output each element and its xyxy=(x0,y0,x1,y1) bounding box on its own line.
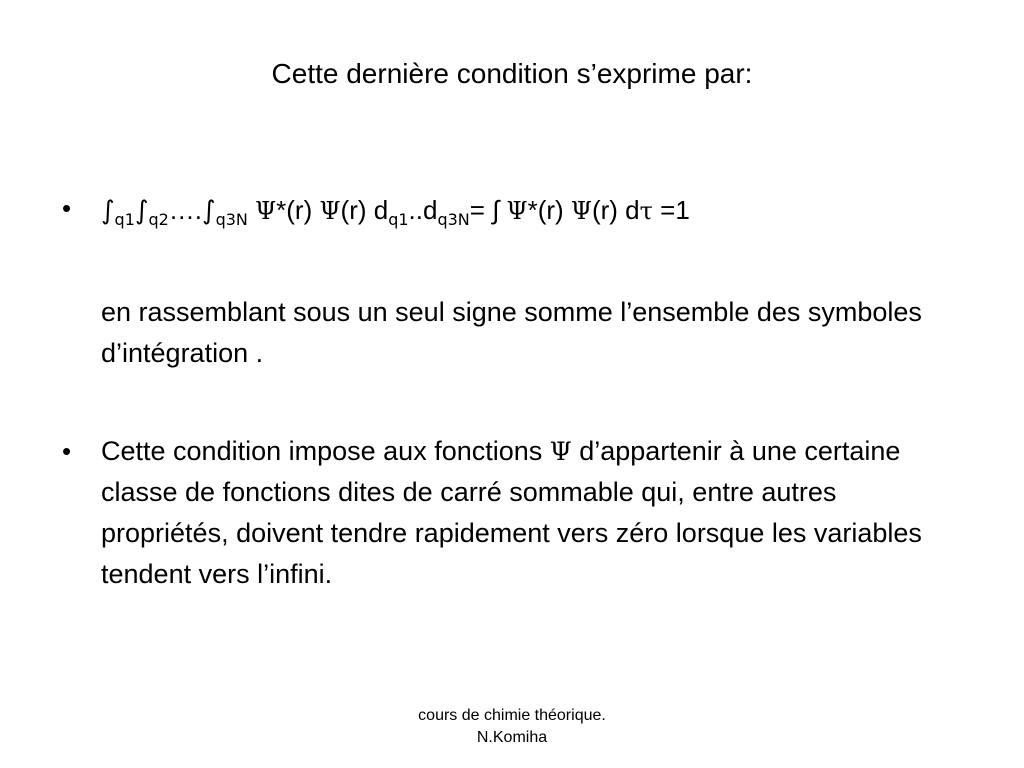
paragraph-text: Cette condition impose aux fonctions xyxy=(101,436,550,466)
footer-author: N.Komiha xyxy=(476,729,548,746)
footer-course-name: cours de chimie théorique. xyxy=(418,707,606,724)
bullet-marker: • xyxy=(62,193,72,223)
equation-text: *(r) xyxy=(527,195,571,225)
subscript: q3N xyxy=(437,210,470,229)
psi-symbol: Ψ xyxy=(255,197,277,225)
tau-symbol: τ xyxy=(639,197,653,225)
bullet-marker: • xyxy=(62,436,72,466)
equation-text: ..d xyxy=(408,195,438,225)
paragraph-text: d’appartenir à une certaine classe de fonctions dites de carré sommable qui, entre autres propriétés, doivent tendre rapidement vers zéro lorsque les variables tendent vers l’infini. xyxy=(101,436,922,589)
slide-footer xyxy=(0,705,1024,749)
subscript: q1 xyxy=(388,210,409,229)
ellipsis: …. xyxy=(168,195,203,225)
psi-symbol: Ψ xyxy=(570,197,592,225)
psi-symbol: Ψ xyxy=(506,197,528,225)
equation-text: *(r) xyxy=(276,195,320,225)
psi-symbol: Ψ xyxy=(549,437,572,466)
equation-text: = ∫ xyxy=(469,195,507,225)
psi-symbol: Ψ xyxy=(319,197,341,225)
equation-text: (r) d xyxy=(591,195,640,225)
normalization-equation xyxy=(101,190,690,231)
integral-symbol: ∫ xyxy=(202,196,216,226)
subscript: q1 xyxy=(114,210,135,229)
equation-text: =1 xyxy=(652,195,690,225)
integral-symbol: ∫ xyxy=(101,196,115,226)
subscript: q2 xyxy=(148,210,169,229)
equation-text: (r) d xyxy=(340,195,389,225)
integral-symbol: ∫ xyxy=(134,196,149,226)
subscript: q3N xyxy=(215,210,248,229)
slide-title: Cette dernière condition s’exprime par: xyxy=(271,58,753,89)
square-integrable-paragraph xyxy=(101,431,951,595)
integration-note: en rassemblant sous un seul signe somme l’ensemble des symboles d’intégration . xyxy=(101,297,922,368)
